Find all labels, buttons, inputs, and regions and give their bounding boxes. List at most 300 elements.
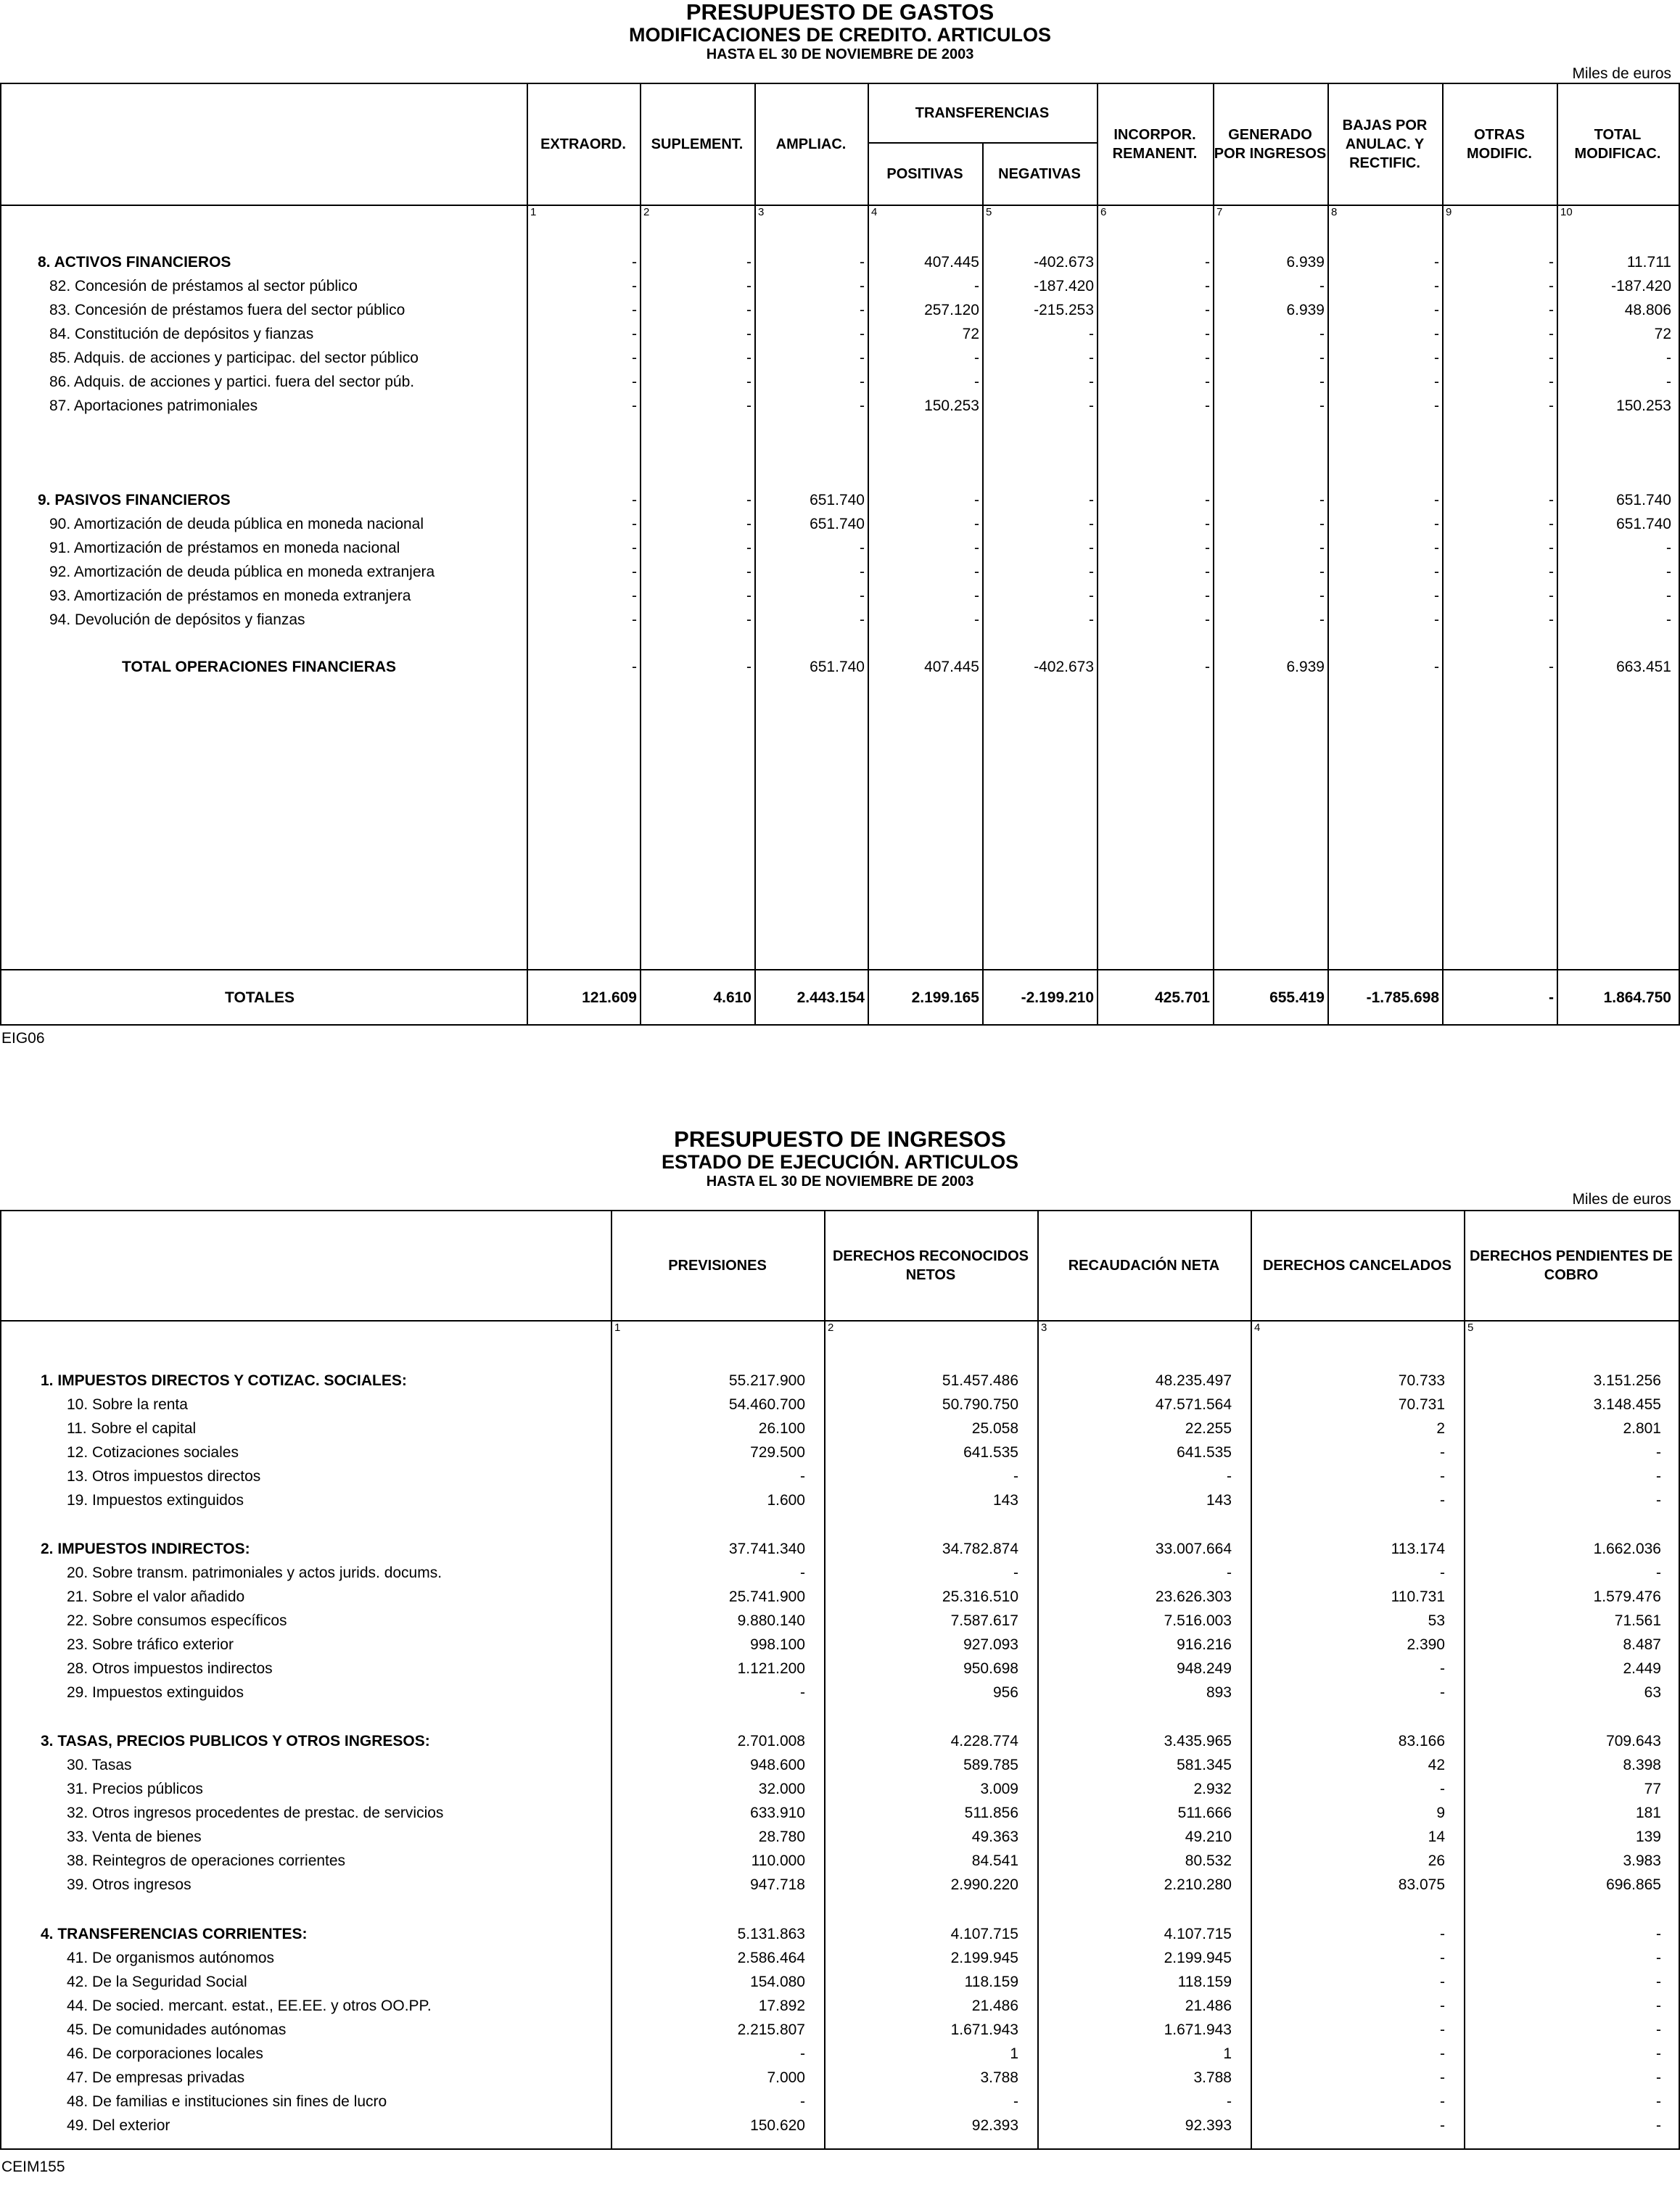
row-value: - — [800, 1684, 805, 1701]
table-row — [0, 1585, 1680, 1609]
gastos-header-divider — [0, 205, 1680, 206]
row-value: - — [1205, 350, 1210, 366]
row-label: 13. Otros impuestos directos — [67, 1468, 261, 1485]
row-value: - — [860, 278, 865, 294]
row-value: 8.398 — [1623, 1757, 1661, 1773]
row-value: -215.253 — [1034, 302, 1094, 318]
row-value: 6.939 — [1286, 302, 1325, 318]
header-cancelados: DERECHOS CANCELADOS — [1262, 1258, 1452, 1274]
ingresos-column-number: 5 — [1467, 1322, 1474, 1334]
table-row — [0, 1922, 1680, 1946]
row-value: - — [1089, 564, 1094, 580]
row-value: - — [632, 659, 637, 675]
row-value: 696.865 — [1606, 1876, 1661, 1893]
row-value: 7.516.003 — [1164, 1612, 1232, 1629]
ingresos-column-number: 4 — [1254, 1322, 1261, 1334]
row-value: - — [1319, 516, 1325, 532]
row-value: 641.535 — [1177, 1444, 1232, 1461]
row-value: - — [1549, 374, 1554, 390]
gastos-title: PRESUPUESTO DE GASTOS — [685, 0, 995, 25]
table-row — [0, 536, 1680, 560]
row-value: 589.785 — [963, 1757, 1018, 1773]
totals-value: 425.701 — [1155, 989, 1210, 1006]
row-value: - — [632, 397, 637, 414]
row-value: -187.420 — [1611, 278, 1671, 294]
row-value: - — [746, 350, 752, 366]
gastos-column-number: 6 — [1100, 206, 1107, 218]
row-label: 38. Reintegros de operaciones corrientes — [67, 1852, 346, 1869]
row-value: - — [1656, 1468, 1661, 1485]
row-value: - — [1205, 302, 1210, 318]
row-label: 44. De socied. mercant. estat., EE.EE. y otros OO.PP. — [67, 1998, 432, 2014]
table-row — [0, 1464, 1680, 1488]
row-value: - — [746, 659, 752, 675]
gastos-date: HASTA EL 30 DE NOVIEMBRE DE 2003 — [706, 46, 974, 62]
row-label: 90. Amortización de deuda pública en moneda nacional — [49, 516, 424, 532]
ingresos-subtitle: ESTADO DE EJECUCIÓN. ARTICULOS — [661, 1151, 1019, 1173]
row-value: - — [1656, 2117, 1661, 2134]
row-value: - — [1549, 588, 1554, 604]
row-value: - — [974, 278, 979, 294]
row-label: 87. Aportaciones patrimoniales — [49, 397, 258, 414]
row-value: 3.983 — [1623, 1852, 1661, 1869]
row-value: 8.487 — [1623, 1636, 1661, 1653]
row-label: 48. De familias e instituciones sin fines de lucro — [67, 2093, 387, 2110]
row-value: - — [860, 611, 865, 628]
row-value: 84.541 — [971, 1852, 1018, 1869]
table-row — [0, 1970, 1680, 1994]
row-value: 2.215.807 — [737, 2021, 805, 2038]
row-value: - — [1549, 564, 1554, 580]
header-reconocidos: DERECHOS RECONOCIDOS NETOS — [832, 1248, 1029, 1283]
row-value: 7.000 — [767, 2069, 805, 2086]
header-incorpor: INCORPOR. REMANENT. — [1112, 127, 1198, 162]
row-value: 257.120 — [924, 302, 979, 318]
row-value: - — [1656, 1950, 1661, 1966]
row-value: 2.199.945 — [1164, 1950, 1232, 1966]
row-label: 84. Constitución de depósitos y fianzas — [49, 326, 314, 342]
row-value: - — [1440, 2045, 1445, 2062]
row-label: 91. Amortización de préstamos en moneda nacional — [49, 540, 400, 556]
table-row — [0, 1609, 1680, 1633]
header-extraord: EXTRAORD. — [540, 136, 626, 152]
header-bajas: BAJAS POR ANULAC. Y RECTIFIC. — [1342, 118, 1428, 171]
row-value: 154.080 — [750, 1974, 805, 1990]
row-label: 86. Adquis. de acciones y partici. fuera del sector púb. — [49, 374, 415, 390]
table-row — [0, 1849, 1680, 1873]
row-value: - — [632, 350, 637, 366]
row-label: 94. Devolución de depósitos y fianzas — [49, 611, 305, 628]
row-value: - — [974, 540, 979, 556]
row-value: 956 — [992, 1684, 1018, 1701]
row-value: - — [1440, 2117, 1445, 2134]
row-value: 893 — [1206, 1684, 1232, 1701]
header-suplement: SUPLEMENT. — [651, 136, 744, 152]
table-row — [0, 655, 1680, 679]
row-value: 947.718 — [750, 1876, 805, 1893]
totals-value: 2.443.154 — [796, 989, 865, 1006]
row-value: - — [632, 492, 637, 508]
row-value: 118.159 — [964, 1974, 1018, 1990]
row-value: - — [800, 2093, 805, 2110]
ingresos-date: HASTA EL 30 DE NOVIEMBRE DE 2003 — [706, 1174, 974, 1190]
row-value: 4.107.715 — [1164, 1926, 1232, 1942]
gastos-units: Miles de euros — [1572, 65, 1671, 82]
row-value: - — [1434, 492, 1439, 508]
table-row — [0, 488, 1680, 512]
row-value: - — [1089, 492, 1094, 508]
totals-value: -1.785.698 — [1366, 989, 1439, 1006]
row-value: - — [1549, 492, 1554, 508]
row-value: 651.740 — [1616, 492, 1671, 508]
row-label: 2. IMPUESTOS INDIRECTOS: — [41, 1541, 250, 1557]
row-value: 2.586.464 — [737, 1950, 805, 1966]
row-value: - — [1319, 278, 1325, 294]
row-value: - — [1440, 1444, 1445, 1461]
row-value: - — [1440, 1950, 1445, 1966]
row-value: 407.445 — [924, 254, 979, 271]
row-value: 70.733 — [1398, 1372, 1445, 1389]
row-value: - — [1549, 397, 1554, 414]
row-label: 49. Del exterior — [67, 2117, 170, 2134]
row-label: 92. Amortización de deuda pública en moneda extranjera — [49, 564, 435, 580]
row-value: 2 — [1436, 1420, 1445, 1437]
row-value: - — [1227, 1468, 1232, 1485]
row-value: 63 — [1644, 1684, 1661, 1701]
row-value: - — [1434, 397, 1439, 414]
row-label: 9. PASIVOS FINANCIEROS — [38, 492, 231, 508]
header-ampliac: AMPLIAC. — [775, 136, 847, 152]
row-value: - — [1656, 1926, 1661, 1942]
row-value: 633.910 — [750, 1805, 805, 1821]
row-value: 2.449 — [1623, 1660, 1661, 1677]
row-value: - — [1205, 492, 1210, 508]
row-label: 83. Concesión de préstamos fuera del sector público — [49, 302, 405, 318]
row-value: - — [860, 374, 865, 390]
table-row — [0, 1417, 1680, 1440]
row-value: - — [974, 350, 979, 366]
row-value: 51.457.486 — [942, 1372, 1018, 1389]
row-value: 998.100 — [750, 1636, 805, 1653]
row-value: - — [632, 278, 637, 294]
row-value: - — [1549, 278, 1554, 294]
row-value: - — [632, 326, 637, 342]
row-value: 22.255 — [1185, 1420, 1232, 1437]
row-value: 1.121.200 — [737, 1660, 805, 1677]
row-value: - — [1440, 2021, 1445, 2038]
row-value: - — [632, 516, 637, 532]
row-value: 83.166 — [1398, 1733, 1445, 1749]
row-label: 47. De empresas privadas — [67, 2069, 245, 2086]
row-value: - — [1205, 611, 1210, 628]
row-label: 23. Sobre tráfico exterior — [67, 1636, 234, 1653]
row-value: 2.932 — [1193, 1781, 1232, 1797]
row-value: 3.009 — [980, 1781, 1018, 1797]
table-row — [0, 1994, 1680, 2018]
row-value: - — [1205, 540, 1210, 556]
ingresos-header-divider — [0, 1320, 1680, 1322]
row-value: - — [1434, 564, 1439, 580]
row-value: 92.393 — [1185, 2117, 1232, 2134]
row-value: - — [974, 374, 979, 390]
table-row — [0, 1440, 1680, 1464]
row-value: 33.007.664 — [1155, 1541, 1232, 1557]
row-value: - — [1227, 1565, 1232, 1581]
row-value: - — [1205, 278, 1210, 294]
row-value: - — [1319, 374, 1325, 390]
row-value: - — [1549, 540, 1554, 556]
table-row — [0, 274, 1680, 298]
row-value: 17.892 — [758, 1998, 805, 2014]
row-label: 42. De la Seguridad Social — [67, 1974, 247, 1990]
row-value: - — [1666, 374, 1671, 390]
row-value: - — [1549, 350, 1554, 366]
row-value: 48.806 — [1624, 302, 1671, 318]
row-value: - — [1434, 374, 1439, 390]
row-value: 651.740 — [810, 659, 865, 675]
row-value: - — [1434, 350, 1439, 366]
row-value: -402.673 — [1034, 254, 1094, 271]
row-value: - — [1666, 350, 1671, 366]
row-label: 20. Sobre transm. patrimoniales y actos jurids. docums. — [67, 1565, 442, 1581]
header-recaudacion: RECAUDACIÓN NETA — [1068, 1258, 1220, 1274]
row-value: 2.210.280 — [1164, 1876, 1232, 1893]
row-value: - — [800, 1565, 805, 1581]
row-value: - — [1440, 1684, 1445, 1701]
row-label: 32. Otros ingresos procedentes de prestac. de servicios — [67, 1805, 444, 1821]
row-value: 7.587.617 — [950, 1612, 1018, 1629]
row-value: - — [632, 564, 637, 580]
table-row — [0, 250, 1680, 274]
row-value: - — [1440, 1492, 1445, 1509]
row-value: 641.535 — [963, 1444, 1018, 1461]
row-value: - — [1319, 492, 1325, 508]
table-row — [0, 2066, 1680, 2090]
row-value: - — [1656, 1444, 1661, 1461]
row-value: - — [1666, 611, 1671, 628]
row-value: - — [1089, 326, 1094, 342]
row-value: - — [1666, 540, 1671, 556]
row-value: - — [860, 397, 865, 414]
row-value: - — [632, 588, 637, 604]
row-value: - — [1319, 350, 1325, 366]
gastos-column-number: 5 — [986, 206, 992, 218]
row-value: - — [1434, 611, 1439, 628]
gastos-totals-row — [0, 986, 1680, 1010]
table-row — [0, 584, 1680, 608]
row-value: 150.620 — [750, 2117, 805, 2134]
row-value: 26.100 — [758, 1420, 805, 1437]
row-value: 28.780 — [758, 1829, 805, 1845]
table-row — [0, 1488, 1680, 1512]
header-otras: OTRAS MODIFIC. — [1467, 127, 1532, 162]
row-value: - — [746, 374, 752, 390]
row-value: - — [1434, 516, 1439, 532]
row-label: TOTAL OPERACIONES FINANCIERAS — [122, 659, 397, 675]
row-value: 4.228.774 — [950, 1733, 1018, 1749]
table-row — [0, 1537, 1680, 1561]
row-value: - — [1089, 611, 1094, 628]
row-value: 511.856 — [964, 1805, 1018, 1821]
row-value: 3.148.455 — [1593, 1396, 1661, 1413]
row-value: 581.345 — [1177, 1757, 1232, 1773]
table-row — [0, 2042, 1680, 2066]
row-label: 82. Concesión de préstamos al sector público — [49, 278, 358, 294]
row-value: - — [1434, 540, 1439, 556]
totals-value: - — [1549, 989, 1554, 1006]
row-value: 2.390 — [1407, 1636, 1445, 1653]
row-value: - — [860, 588, 865, 604]
row-value: - — [1089, 588, 1094, 604]
gastos-column-number: 10 — [1560, 206, 1573, 218]
row-value: - — [1205, 254, 1210, 271]
row-value: 1.662.036 — [1593, 1541, 1661, 1557]
row-value: - — [1440, 2069, 1445, 2086]
row-value: 927.093 — [963, 1636, 1018, 1653]
row-value: 32.000 — [758, 1781, 805, 1797]
header-positivas: POSITIVAS — [886, 166, 963, 182]
gastos-totals-divider — [0, 969, 1680, 970]
ingresos-column-number: 2 — [828, 1322, 834, 1334]
row-value: - — [746, 611, 752, 628]
row-value: - — [860, 326, 865, 342]
row-value: - — [1434, 659, 1439, 675]
row-value: 49.210 — [1185, 1829, 1232, 1845]
row-value: - — [1440, 1926, 1445, 1942]
row-value: - — [1666, 588, 1671, 604]
row-value: 9.880.140 — [737, 1612, 805, 1629]
header-total: TOTAL MODIFICAC. — [1574, 127, 1661, 162]
row-label: 31. Precios públicos — [67, 1781, 203, 1797]
table-row — [0, 512, 1680, 536]
table-row — [0, 346, 1680, 370]
row-value: - — [1089, 397, 1094, 414]
row-value: - — [1319, 326, 1325, 342]
row-value: - — [1656, 2045, 1661, 2062]
totals-value: 121.609 — [582, 989, 637, 1006]
row-value: 1.600 — [767, 1492, 805, 1509]
row-value: - — [1440, 1781, 1445, 1797]
totals-value: -2.199.210 — [1021, 989, 1094, 1006]
row-value: 181 — [1635, 1805, 1661, 1821]
row-value: 5.131.863 — [737, 1926, 805, 1942]
header-negativas: NEGATIVAS — [998, 166, 1081, 182]
table-row — [0, 1753, 1680, 1777]
row-value: 651.740 — [810, 516, 865, 532]
row-value: 3.435.965 — [1164, 1733, 1232, 1749]
row-label: 8. ACTIVOS FINANCIEROS — [38, 254, 231, 271]
ingresos-title-block — [0, 1127, 1680, 1190]
gastos-title-block — [0, 0, 1680, 63]
totals-value: 4.610 — [713, 989, 752, 1006]
row-value: - — [1319, 564, 1325, 580]
ingresos-title: PRESUPUESTO DE INGRESOS — [674, 1126, 1006, 1152]
row-value: - — [1666, 564, 1671, 580]
row-value: - — [1434, 278, 1439, 294]
row-value: - — [1205, 588, 1210, 604]
ingresos-code: CEIM155 — [1, 2159, 65, 2175]
table-row — [0, 608, 1680, 632]
row-value: 53 — [1428, 1612, 1445, 1629]
row-value: - — [1434, 588, 1439, 604]
row-value: 2.701.008 — [737, 1733, 805, 1749]
table-row — [0, 1657, 1680, 1681]
table-row — [0, 1633, 1680, 1657]
header-pendientes: DERECHOS PENDIENTES DE COBRO — [1469, 1248, 1673, 1283]
row-value: - — [632, 540, 637, 556]
gastos-column-number: 8 — [1331, 206, 1338, 218]
table-row — [0, 298, 1680, 322]
row-value: - — [1089, 350, 1094, 366]
row-value: - — [746, 492, 752, 508]
row-value: - — [1434, 302, 1439, 318]
row-value: 3.788 — [980, 2069, 1018, 2086]
row-value: 2.801 — [1623, 1420, 1661, 1437]
row-value: 2.990.220 — [950, 1876, 1018, 1893]
row-value: 948.249 — [1177, 1660, 1232, 1677]
row-value: 80.532 — [1185, 1852, 1232, 1869]
row-value: - — [746, 326, 752, 342]
row-value: - — [860, 254, 865, 271]
row-value: -187.420 — [1034, 278, 1094, 294]
row-label: 4. TRANSFERENCIAS CORRIENTES: — [41, 1926, 308, 1942]
table-row — [0, 1825, 1680, 1849]
row-value: 14 — [1428, 1829, 1445, 1845]
row-value: 1.671.943 — [1164, 2021, 1232, 2038]
row-value: -402.673 — [1034, 659, 1094, 675]
row-value: - — [1089, 516, 1094, 532]
header-transferencias: TRANSFERENCIAS — [915, 105, 1050, 121]
totals-value: 655.419 — [1269, 989, 1325, 1006]
row-value: 23.626.303 — [1155, 1588, 1232, 1605]
row-value: - — [632, 374, 637, 390]
row-value: 25.316.510 — [942, 1588, 1018, 1605]
row-value: - — [1319, 588, 1325, 604]
row-value: - — [860, 564, 865, 580]
row-value: 651.740 — [810, 492, 865, 508]
row-value: 150.253 — [924, 397, 979, 414]
row-value: 83.075 — [1398, 1876, 1445, 1893]
table-row — [0, 1369, 1680, 1393]
row-value: - — [632, 611, 637, 628]
row-value: - — [1656, 1974, 1661, 1990]
row-value: - — [1549, 611, 1554, 628]
table-row — [0, 1729, 1680, 1753]
row-value: - — [746, 397, 752, 414]
row-value: - — [1434, 254, 1439, 271]
table-row — [0, 370, 1680, 394]
gastos-column-number: 4 — [871, 206, 878, 218]
row-value: - — [1089, 374, 1094, 390]
row-value: 916.216 — [1177, 1636, 1232, 1653]
row-value: - — [1434, 326, 1439, 342]
row-value: - — [974, 611, 979, 628]
row-label: 1. IMPUESTOS DIRECTOS Y COTIZAC. SOCIALES: — [41, 1372, 407, 1389]
table-row — [0, 1801, 1680, 1825]
table-row — [0, 394, 1680, 418]
row-value: - — [1319, 611, 1325, 628]
row-label: 85. Adquis. de acciones y participac. del sector público — [49, 350, 419, 366]
row-value: 651.740 — [1616, 516, 1671, 532]
row-value: 729.500 — [750, 1444, 805, 1461]
row-value: 407.445 — [924, 659, 979, 675]
row-value: 77 — [1644, 1781, 1661, 1797]
ingresos-column-number: 3 — [1041, 1322, 1047, 1334]
row-value: 6.939 — [1286, 254, 1325, 271]
row-value: - — [1227, 2093, 1232, 2110]
gastos-code: EIG06 — [1, 1030, 45, 1047]
row-value: 2.199.945 — [950, 1950, 1018, 1966]
